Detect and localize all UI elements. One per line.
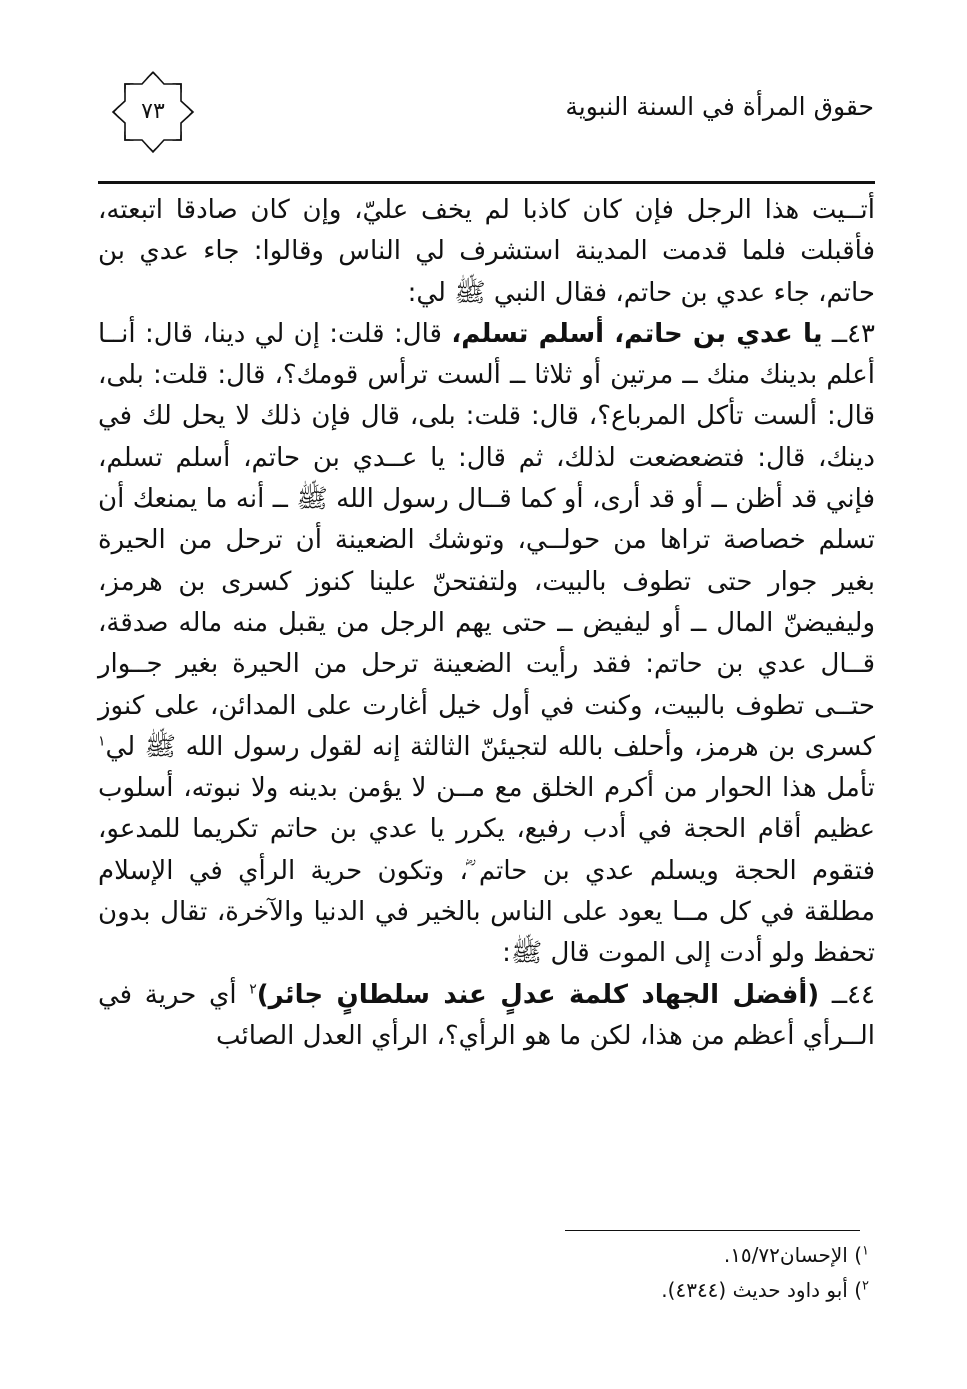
footnote-1-text: ) الإحسان١٥/٧٢. bbox=[723, 1243, 863, 1267]
header-divider bbox=[98, 181, 875, 184]
paragraph-1: أتــيت هذا الرجل فإن كان كاذبا لم يخف عليّ، وإن كان صادقا اتبعته، فأقبلت فلما قدمت المدينة استشرف لي الناس وقالوا: جاء عدي بن حاتم، جاء عدي بن حاتم، فقال النبي ﷺ لي: bbox=[98, 195, 875, 308]
paragraph-43-text-a: قال: قلت: إن لي دينا، قال: أنــا أعلم بدينك منك ــ مرتين أو ثلاثا ــ ألست ترأس قومك؟، قال: قلت: بلى، قال: ألست تأكل المرباع؟، قال: قلت: بلى، قال فإن ذلك لا يحل لك في دينك، قال: فتضعضعت لذلك، ثم قال: يا عــدي بن حاتم، أسلم تسلم، فإني قد أظن ــ أو قد أرى، أو كما قــال رسول الله ﷺ ــ أنه ما يمنعك أن تسلم خصاصة تراها من حولــي، وتوشك الضعينة أن ترحل من الحيرة بغير جوار حتى تطوف بالبيت، ولتفتحنّ علينا كنوز كسرى بن هرمز، وليفيضنّ المال ــ أو ليفيض ــ حتى يهم الرجل من يقبل منه ماله صدقة، قــال عدي بن حاتم: فقد رأيت الضعينة ترحل من الحيرة بغير جــوار حتــى تطوف بالبيت، وكنت في أول خيل أغارت على المدائن، على كنوز كسرى بن هرمز، وأحلف بالله لتجيئنّ الثالثة إنه لقول رسول الله ﷺ لي bbox=[98, 318, 875, 762]
hadith-quote-44: (أفضل الجهاد كلمة عدلٍ عند سلطانٍ جائر) bbox=[256, 979, 820, 1010]
paragraph-43 bbox=[98, 314, 875, 975]
hadith-number-43: ٤٣ــ bbox=[822, 318, 876, 349]
footnote-ref-1: ١ bbox=[98, 733, 106, 750]
paragraph-44-text: أي حرية في الــرأي أعظم من هذا، لكن ما هو الرأي؟، الرأي العدل الصائب bbox=[98, 979, 875, 1051]
hadith-number-44: ٤٤ــ bbox=[819, 979, 876, 1010]
footnote-2-mark: ٢ bbox=[862, 1278, 869, 1294]
footnote-2 bbox=[469, 1273, 869, 1308]
hadith-quote-43: يا عدي بن حاتم، أسلم تسلم، bbox=[451, 318, 823, 349]
page-number: ٧٣ bbox=[141, 99, 165, 124]
paragraph-43-text-b: تأمل هذا الحوار من أكرم الخلق مع مــن لا يؤمن بدينه ولا نبوته، أسلوب عظيم أقام الحجة في أدب رفيع، يكرر يا عدي بن حاتم تكريما للمدعو، فتقوم الحجة ويسلم عدي بن حاتم ؓ، وتكون حرية الرأي في الإسلام مطلقة في كل مــا يعود على الناس بالخير في الدنيا والآخرة، تقال بدون تحفظ ولو أدت إلى الموت قال ﷺ: bbox=[98, 773, 875, 969]
footnote-1 bbox=[469, 1238, 869, 1273]
footnote-ref-2: ٢ bbox=[249, 980, 257, 997]
page-number-badge bbox=[105, 64, 201, 160]
body-text bbox=[98, 190, 875, 1057]
running-header-title: حقوق المرأة في السنة النبوية bbox=[565, 92, 874, 121]
footnote-2-text: ) أبو داود حديث (٤٣٤٤). bbox=[661, 1278, 863, 1302]
footnotes bbox=[469, 1238, 869, 1308]
paragraph-44 bbox=[98, 975, 875, 1058]
footnote-divider bbox=[565, 1230, 860, 1231]
footnote-1-mark: ١ bbox=[862, 1243, 869, 1259]
